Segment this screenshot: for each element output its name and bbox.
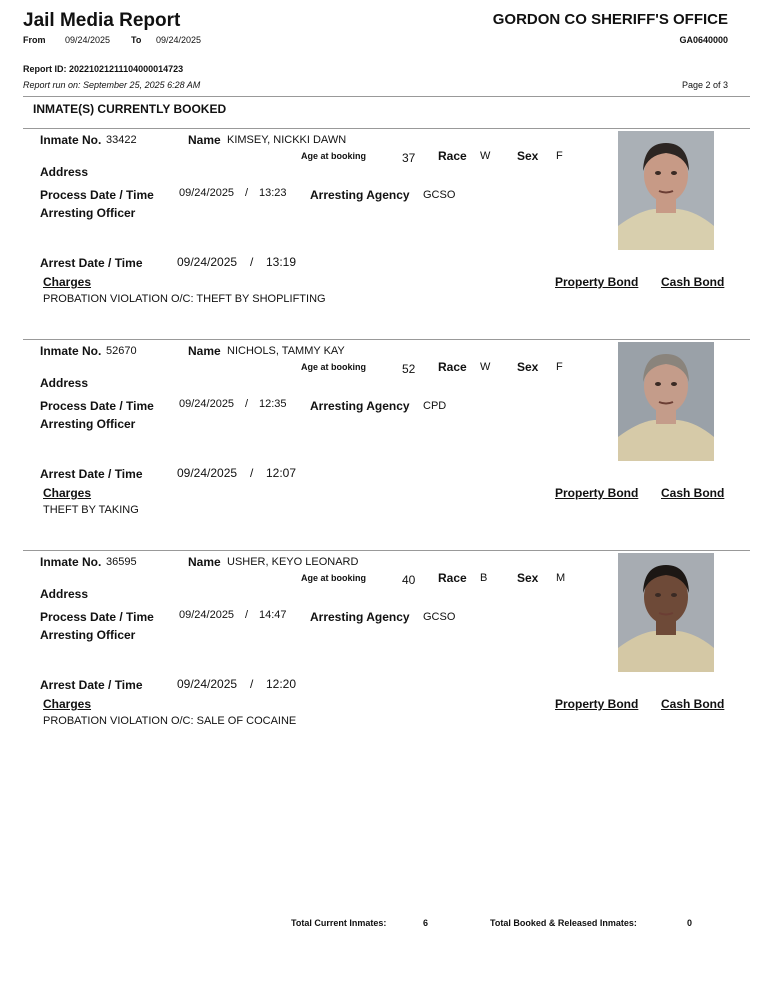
sex-label: Sex <box>517 360 539 374</box>
sex-value: M <box>556 572 566 584</box>
arrest-date: 09/24/2025 <box>177 255 238 269</box>
process-date: 09/24/2025 <box>179 609 235 621</box>
process-time: 13:23 <box>259 187 287 199</box>
race-label: Race <box>438 571 467 585</box>
section-title: INMATE(S) CURRENTLY BOOKED <box>33 102 227 116</box>
cash-bond-label: Cash Bond <box>661 486 725 500</box>
race-label: Race <box>438 360 467 374</box>
inmate-divider <box>23 550 750 551</box>
name-value: NICHOLS, TAMMY KAY <box>227 345 345 357</box>
mugshot-photo <box>618 131 714 250</box>
inmate-no-label: Inmate No. <box>40 555 102 569</box>
inmate-no-value: 52670 <box>106 345 137 357</box>
inmate-no-value: 36595 <box>106 556 137 568</box>
process-date: 09/24/2025 <box>179 187 235 199</box>
arresting-agency-label: Arresting Agency <box>310 610 410 624</box>
from-date: 09/24/2025 <box>65 35 111 45</box>
charges-label: Charges <box>43 486 92 500</box>
property-bond-label: Property Bond <box>555 275 639 289</box>
process-slash: / <box>245 187 249 199</box>
process-time: 12:35 <box>259 398 287 410</box>
inmate-divider <box>23 339 750 340</box>
inmate-no-label: Inmate No. <box>40 344 102 358</box>
arrest-slash: / <box>250 255 254 269</box>
inmate-no-value: 33422 <box>106 134 137 146</box>
process-label: Process Date / Time <box>40 610 154 624</box>
page-number: Page 2 of 3 <box>681 80 728 90</box>
total-released-value: 0 <box>687 918 693 928</box>
arrest-label: Arrest Date / Time <box>40 256 143 270</box>
address-label: Address <box>40 165 89 179</box>
name-label: Name <box>188 555 221 569</box>
process-time: 14:47 <box>259 609 287 621</box>
name-label: Name <box>188 344 221 358</box>
mugshot-photo <box>618 342 714 461</box>
report-title: Jail Media Report <box>23 10 181 31</box>
arrest-date: 09/24/2025 <box>177 466 238 480</box>
arrest-time: 12:07 <box>266 466 297 480</box>
arresting-officer-label: Arresting Officer <box>40 417 136 431</box>
arresting-agency-value: CPD <box>423 400 447 412</box>
process-label: Process Date / Time <box>40 399 154 413</box>
race-value: W <box>480 150 491 162</box>
charges-label: Charges <box>43 697 92 711</box>
process-label: Process Date / Time <box>40 188 154 202</box>
arresting-agency-value: GCSO <box>423 189 456 201</box>
from-label: From <box>23 35 46 45</box>
process-date: 09/24/2025 <box>179 398 235 410</box>
total-current-value: 6 <box>423 918 429 928</box>
arresting-officer-label: Arresting Officer <box>40 628 136 642</box>
age-label: Age at booking <box>301 362 366 372</box>
header-divider <box>23 96 750 97</box>
sex-value: F <box>556 150 563 162</box>
arrest-slash: / <box>250 677 254 691</box>
race-value: B <box>480 572 488 584</box>
charges-label: Charges <box>43 275 92 289</box>
race-value: W <box>480 361 491 373</box>
charges-value: THEFT BY TAKING <box>43 504 139 516</box>
property-bond-label: Property Bond <box>555 697 639 711</box>
agency-ori: GA0640000 <box>679 35 728 45</box>
sex-value: F <box>556 361 563 373</box>
age-value: 37 <box>402 151 416 165</box>
age-label: Age at booking <box>301 573 366 583</box>
arresting-agency-value: GCSO <box>423 611 456 623</box>
to-date: 09/24/2025 <box>156 35 202 45</box>
arrest-time: 13:19 <box>266 255 297 269</box>
charges-value: PROBATION VIOLATION O/C: THEFT BY SHOPLIFTING <box>43 293 326 305</box>
arrest-label: Arrest Date / Time <box>40 467 143 481</box>
name-value: KIMSEY, NICKKI DAWN <box>227 134 347 146</box>
arrest-label: Arrest Date / Time <box>40 678 143 692</box>
total-released-label: Total Booked & Released Inmates: <box>490 918 637 928</box>
address-label: Address <box>40 587 89 601</box>
inmate-no-label: Inmate No. <box>40 133 102 147</box>
sex-label: Sex <box>517 571 539 585</box>
cash-bond-label: Cash Bond <box>661 275 725 289</box>
name-label: Name <box>188 133 221 147</box>
age-label: Age at booking <box>301 151 366 161</box>
inmate-divider <box>23 128 750 129</box>
address-label: Address <box>40 376 89 390</box>
age-value: 40 <box>402 573 416 587</box>
to-label: To <box>131 35 142 45</box>
age-value: 52 <box>402 362 416 376</box>
process-slash: / <box>245 398 249 410</box>
cash-bond-label: Cash Bond <box>661 697 725 711</box>
name-value: USHER, KEYO LEONARD <box>227 556 359 568</box>
race-label: Race <box>438 149 467 163</box>
mugshot-photo <box>618 553 714 672</box>
property-bond-label: Property Bond <box>555 486 639 500</box>
arresting-agency-label: Arresting Agency <box>310 399 410 413</box>
charges-value: PROBATION VIOLATION O/C: SALE OF COCAINE <box>43 715 297 727</box>
process-slash: / <box>245 609 249 621</box>
arrest-date: 09/24/2025 <box>177 677 238 691</box>
arresting-agency-label: Arresting Agency <box>310 188 410 202</box>
arresting-officer-label: Arresting Officer <box>40 206 136 220</box>
arrest-time: 12:20 <box>266 677 297 691</box>
arrest-slash: / <box>250 466 254 480</box>
report-id: Report ID: 20221021211104000014723 <box>23 64 184 74</box>
report-run-on: Report run on: September 25, 2025 6:28 AM <box>23 80 201 90</box>
agency-name: GORDON CO SHERIFF'S OFFICE <box>492 11 728 28</box>
total-current-label: Total Current Inmates: <box>291 918 387 928</box>
sex-label: Sex <box>517 149 539 163</box>
